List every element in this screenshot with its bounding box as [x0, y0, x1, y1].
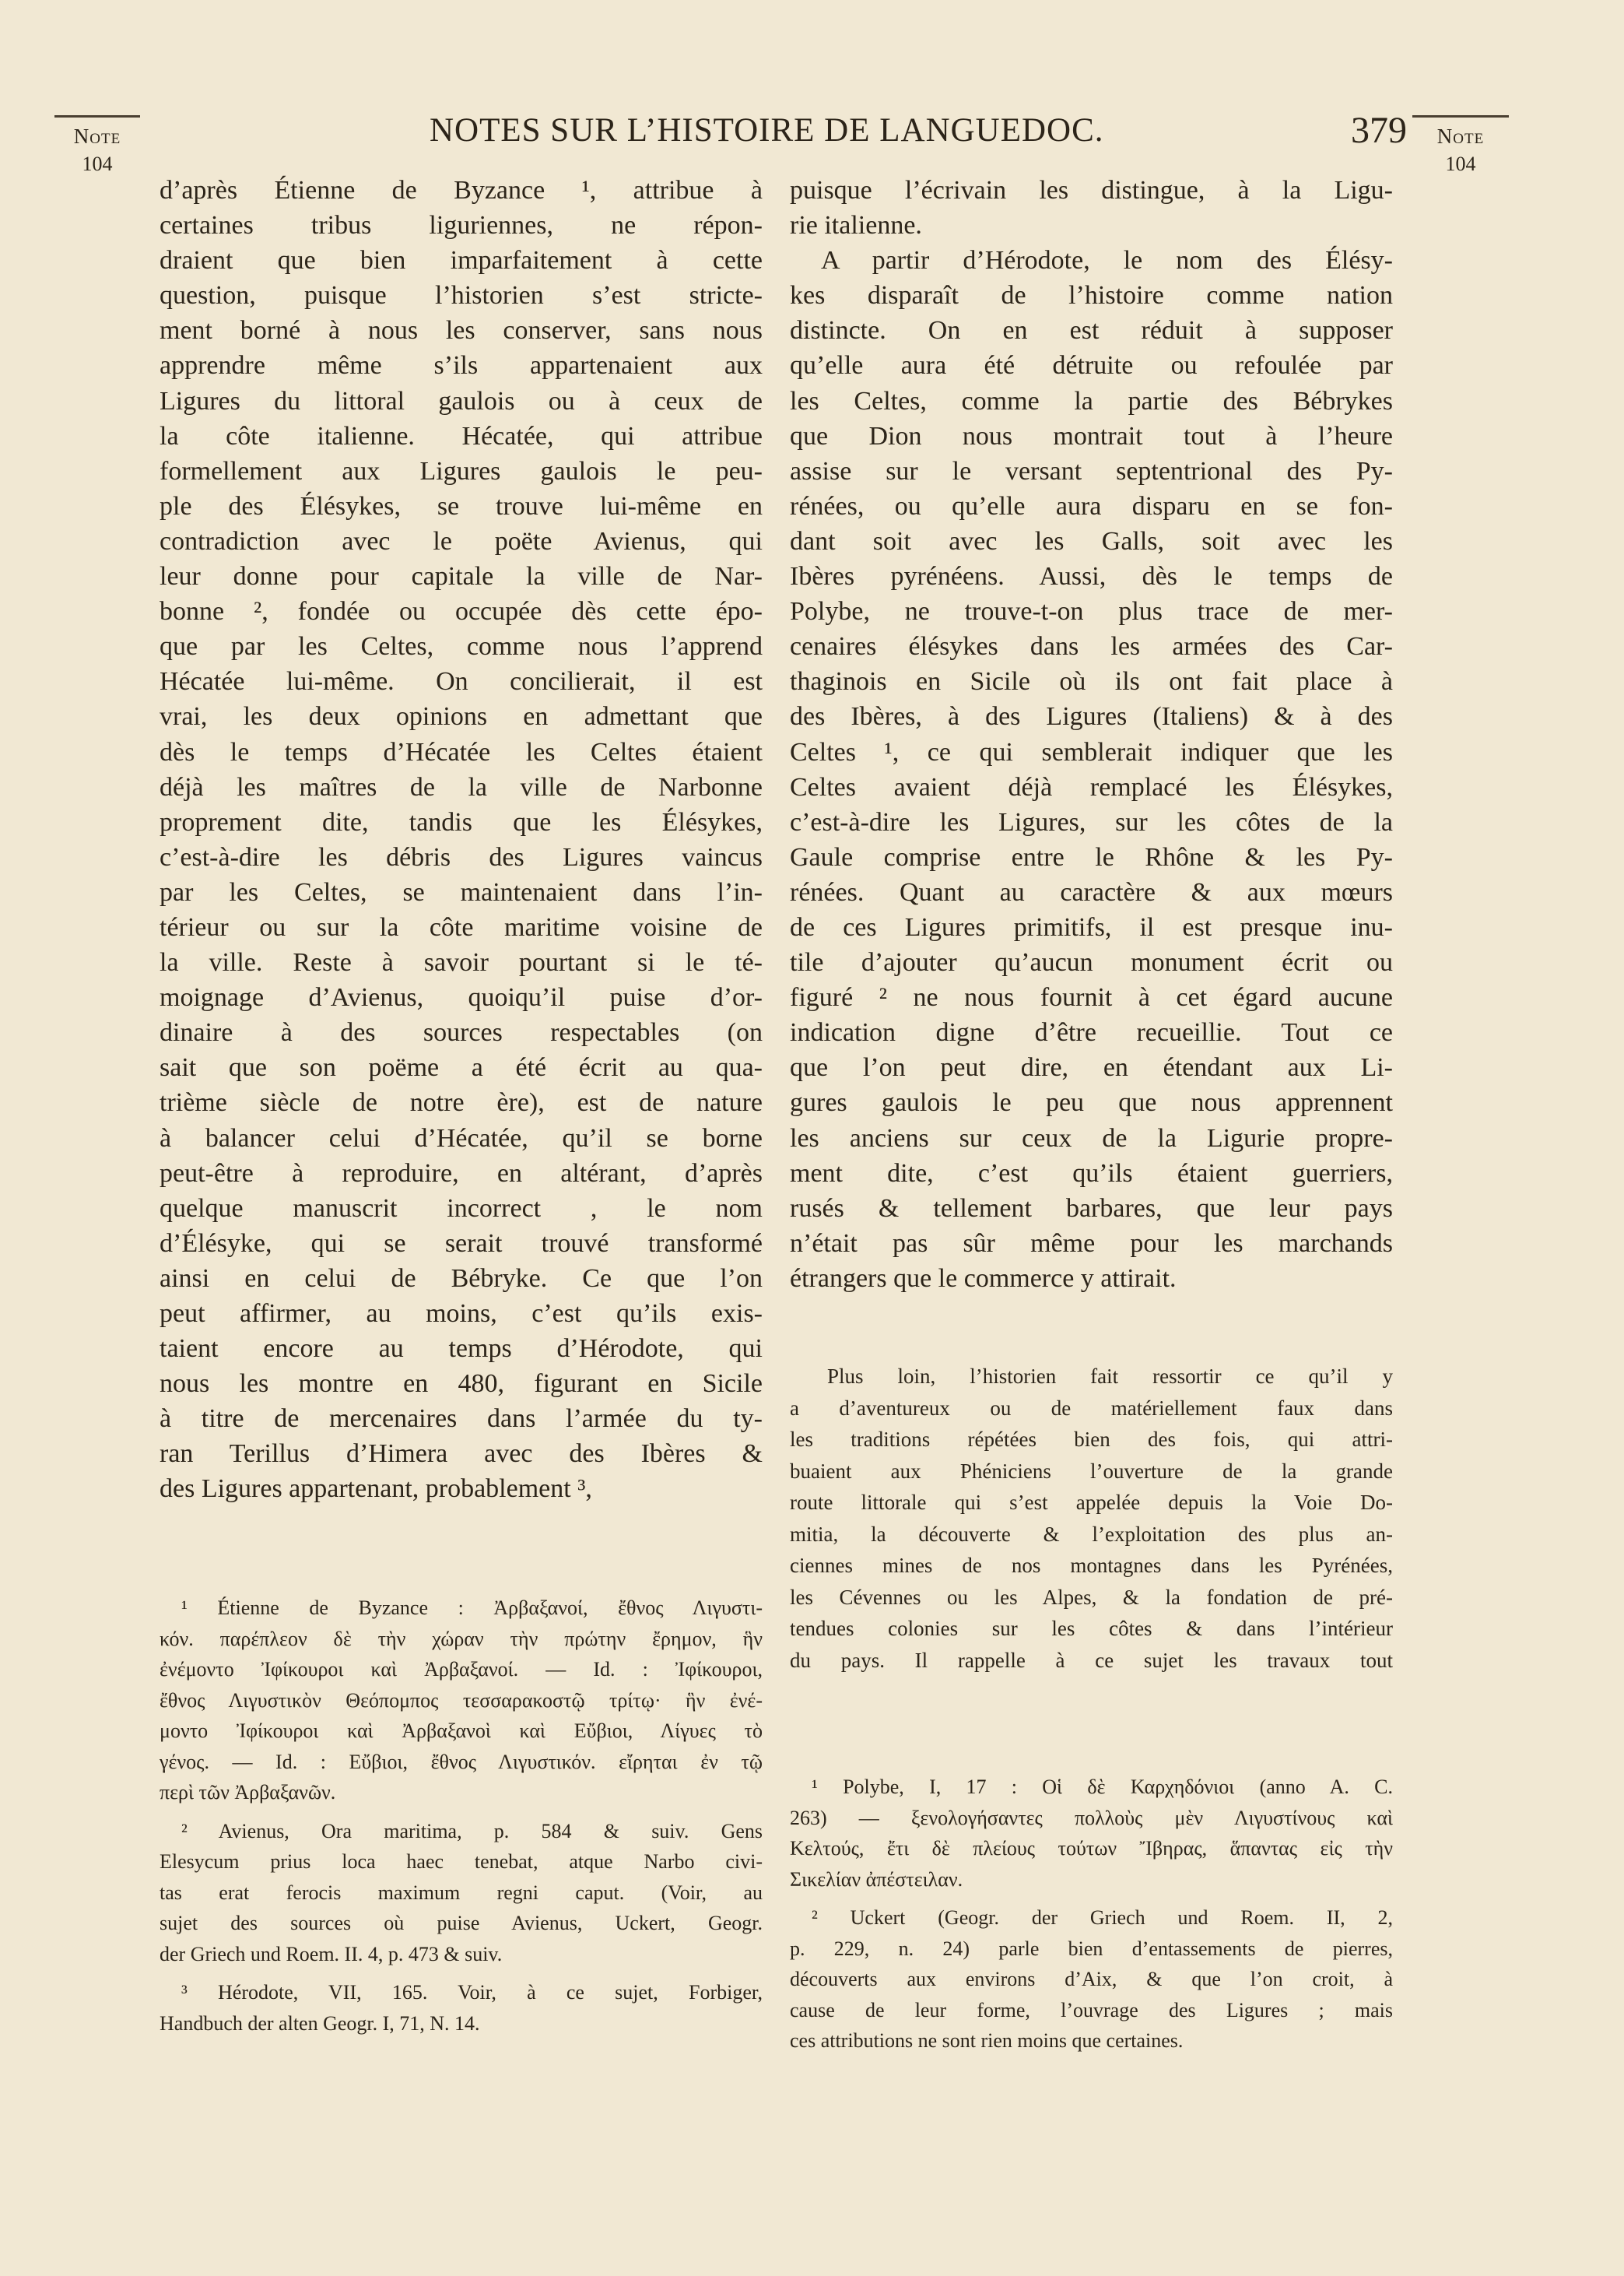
text-line: qu’elle aura été détruite ou refoulée par [790, 351, 1393, 381]
running-head: NOTES SUR L’HISTOIRE DE LANGUEDOC. [430, 112, 1104, 149]
text-line: des Ibères, à des Ligures (Italiens) & à des [790, 702, 1393, 732]
left-column [160, 173, 763, 1507]
text-line: n’était pas sûr même pour les marchands [790, 1228, 1393, 1258]
text-line: quelque manuscrit incorrect , le nom [160, 1193, 763, 1223]
footnote-line: tas erat ferocis maximum regni caput. (Voir, au [160, 1881, 763, 1904]
page-number: 379 [1351, 110, 1407, 151]
text-line: que l’on peut dire, en étendant aux Li- [790, 1053, 1393, 1083]
remark-line: tendues colonies sur les côtes & dans l’intérieur [790, 1617, 1393, 1640]
text-line: trième siècle de notre ère), est de nature [160, 1088, 763, 1118]
footnote-line: sujet des sources où puise Avienus, Uckert, Geogr. [160, 1912, 763, 1934]
footnote-line: ³ Hérodote, VII, 165. Voir, à ce sujet, Forbiger, [181, 1981, 763, 2004]
footnote-line: Elesycum prius loca haec tenebat, atque Narbo civi- [160, 1850, 763, 1873]
footnote-line: περὶ τῶν Ἀρβαξανῶν. [160, 1781, 336, 1804]
text-line: d’après Étienne de Byzance ¹, attribue à [160, 176, 763, 205]
remark-line: buaient aux Phéniciens l’ouverture de la grande [790, 1459, 1393, 1483]
text-line: peut affirmer, au moins, c’est qu’ils exis- [160, 1299, 763, 1328]
text-line: figuré ² ne nous fournit à cet égard aucune [790, 983, 1393, 1013]
text-line: Celtes avaient déjà remplacé les Élésykes, [790, 772, 1393, 802]
text-line: ment dite, c’est qu’ils étaient guerriers, [790, 1158, 1393, 1188]
footnote-line: ces attributions ne sont rien moins que certaines. [790, 2029, 1184, 2052]
margin-note-label: Note [73, 125, 121, 148]
text-line: des Ligures appartenant, probablement ³, [160, 1474, 592, 1504]
margin-note-number: 104 [1445, 153, 1476, 175]
text-line: que Dion nous montrait tout à l’heure [790, 421, 1393, 451]
footnotes-left [160, 1593, 763, 2039]
margin-note-right [1410, 115, 1511, 178]
text-line: moignage d’Avienus, quoiqu’il puise d’or- [160, 983, 763, 1013]
text-line: draient que bien imparfaitement à cette [160, 246, 763, 276]
footnote-line: κόν. παρέπλεον δὲ τὴν χώραν τὴν πρώτην ἔρημον, ἣν [160, 1627, 763, 1650]
text-line: ment borné à nous les conserver, sans nous [160, 316, 763, 346]
text-line: dant soit avec les Galls, soit avec les [790, 526, 1393, 556]
remark-line: les traditions répétées bien des fois, qui attri- [790, 1428, 1393, 1451]
footnote-line: γένος. — Id. : Εὔβιοι, ἔθνος Λιγυστικόν. εἴρηται ἐν τῷ [160, 1750, 763, 1773]
footnotes-right [790, 1772, 1393, 2056]
text-line: thaginois en Sicile où ils ont fait place à [790, 667, 1393, 697]
margin-note-left [47, 115, 148, 178]
text-line: vrai, les deux opinions en admettant que [160, 702, 763, 732]
text-line: leur donne pour capitale la ville de Nar- [160, 562, 763, 592]
margin-note-rule [1412, 115, 1509, 118]
footnote-line: ἐνέμοντο Ἰφίκουροι καὶ Ἀρβαξανοί. — Id. : Ἰφίκουροι, [160, 1658, 763, 1681]
text-line: rénées, ou qu’elle aura disparu en se fon- [790, 491, 1393, 521]
footnote-line: Σικελίαν ἀπέστειλαν. [790, 1867, 963, 1891]
text-line: ple des Élésykes, se trouve lui-même en [160, 491, 763, 521]
remark-line: route littorale qui s’est appelée depuis la Voie Do- [790, 1491, 1393, 1514]
text-line: gures gaulois le peu que nous apprennent [790, 1088, 1393, 1118]
margin-note-rule [54, 115, 140, 118]
text-line: bonne ², fondée ou occupée dès cette épo- [160, 597, 763, 627]
text-line: térieur ou sur la côte maritime voisine de [160, 912, 763, 942]
text-line: les Celtes, comme la partie des Bébrykes [790, 386, 1393, 416]
text-line: que par les Celtes, comme nous l’apprend [160, 632, 763, 662]
text-line: rusés & tellement barbares, que leur pays [790, 1193, 1393, 1223]
footnote [160, 1593, 763, 1808]
text-line: apprendre même s’ils appartenaient aux [160, 351, 763, 381]
footnote [160, 1977, 763, 2039]
text-line: peut-être à reproduire, en altérant, d’après [160, 1158, 763, 1188]
footnote-line: ¹ Polybe, I, 17 : Οἱ δὲ Καρχηδόνιοι (anno A. C. [812, 1775, 1393, 1798]
text-line: d’Élésyke, qui se serait trouvé transformé [160, 1228, 763, 1258]
text-line: A partir d’Hérodote, le nom des Élésy- [821, 246, 1393, 276]
margin-note-number: 104 [82, 153, 113, 175]
remark-line: a d’aventureux ou de matériellement faux dans [790, 1396, 1393, 1420]
text-line: sait que son poëme a été écrit au qua- [160, 1053, 763, 1083]
text-line: Gaule comprise entre le Rhône & les Py- [790, 842, 1393, 872]
text-line: Hécatée lui-même. On concilierait, il est [160, 667, 763, 697]
footnote-line: ² Uckert (Geogr. der Griech und Roem. II, 2, [812, 1906, 1393, 1929]
remark-line: ciennes mines de nos montagnes dans les Pyrénées, [790, 1554, 1393, 1577]
text-line: tile d’ajouter qu’aucun monument écrit ou [790, 948, 1393, 978]
text-line: dinaire à des sources respectables (on [160, 1018, 763, 1048]
text-line: assise sur le versant septentrional des Py- [790, 456, 1393, 486]
text-line: à titre de mercenaires dans l’armée du ty- [160, 1404, 763, 1434]
text-line: c’est-à-dire les Ligures, sur les côtes de la [790, 807, 1393, 837]
text-line: déjà les maîtres de la ville de Narbonne [160, 772, 763, 802]
text-line: dès le temps d’Hécatée les Celtes étaient [160, 737, 763, 767]
text-line: rénées. Quant au caractère & aux mœurs [790, 877, 1393, 907]
margin-note-label: Note [1436, 125, 1485, 148]
remark-block [790, 1361, 1393, 1676]
footnote-line: Handbuch der alten Geogr. I, 71, N. 14. [160, 2011, 480, 2035]
text-line: Ibères pyrénéens. Aussi, dès le temps de [790, 562, 1393, 592]
text-line: à balancer celui d’Hécatée, qu’il se borne [160, 1123, 763, 1153]
remark-line: mitia, la découverte & l’exploitation des plus an- [790, 1522, 1393, 1546]
footnote-gap [160, 1808, 763, 1816]
text-line: certaines tribus liguriennes, ne répon- [160, 211, 763, 241]
text-line: taient encore au temps d’Hérodote, qui [160, 1334, 763, 1364]
text-line: proprement dite, tandis que les Élésykes, [160, 807, 763, 837]
remark-line: les Cévennes ou les Alpes, & la fondation de pré- [790, 1585, 1393, 1609]
text-line: la ville. Reste à savoir pourtant si le té- [160, 948, 763, 978]
text-line: les anciens sur ceux de la Ligurie propre- [790, 1123, 1393, 1153]
text-line: Polybe, ne trouve-t-on plus trace de mer- [790, 597, 1393, 627]
footnote [160, 1816, 763, 1970]
text-line: c’est-à-dire les débris des Ligures vaincus [160, 842, 763, 872]
text-line: kes disparaît de l’histoire comme nation [790, 281, 1393, 311]
footnote-line: cause de leur forme, l’ouvrage des Ligures ; mais [790, 1998, 1393, 2021]
text-line: Celtes ¹, ce qui semblerait indiquer que les [790, 737, 1393, 767]
text-line: par les Celtes, se maintenaient dans l’in- [160, 877, 763, 907]
text-line: puisque l’écrivain les distingue, à la Ligu- [790, 176, 1393, 205]
footnote-line: ² Avienus, Ora maritima, p. 584 & suiv. Gens [181, 1819, 763, 1842]
footnote-line: découverts aux environs d’Aix, & que l’on croit, à [790, 1968, 1393, 1990]
text-line: ran Terillus d’Himera avec des Ibères & [160, 1439, 763, 1469]
footnote-line: 263) — ξενολογήσαντες πολλοὺς μὲν Λιγυστίνους καὶ [790, 1806, 1393, 1829]
text-line: rie italienne. [790, 211, 922, 241]
text-line: de ces Ligures primitifs, il est presque inu- [790, 912, 1393, 942]
text-line: nous les montre en 480, figurant en Sicile [160, 1369, 763, 1399]
footnote-line: p. 229, n. 24) parle bien d’entassements de pierres, [790, 1937, 1393, 1960]
footnote-line: ἔθνος Λιγυστικὸν Θεόπομπος τεσσαρακοστῷ τρίτῳ· ἣν ἐνέ- [160, 1688, 763, 1712]
text-line: formellement aux Ligures gaulois le peu- [160, 456, 763, 486]
footnote [790, 1772, 1393, 1895]
footnote-line: Κελτούς, ἔτι δὲ πλείους τούτων Ἴβηρας, ἅπαντας εἰς τὴν [790, 1837, 1393, 1860]
right-column [790, 173, 1393, 1296]
text-line: indication digne d’être recueillie. Tout ce [790, 1018, 1393, 1048]
footnote-line: ¹ Étienne de Byzance : Ἀρβαξανοί, ἔθνος Λιγυστι- [181, 1596, 763, 1619]
footnote-line: μοντο Ἰφίκουροι καὶ Ἀρβαξανοὶ καὶ Εὔβιοι, Λίγυες τὸ [160, 1719, 763, 1742]
text-line: la côte italienne. Hécatée, qui attribue [160, 421, 763, 451]
remark-line: du pays. Il rappelle à ce sujet les travaux tout [790, 1648, 1393, 1672]
footnote-gap [160, 1969, 763, 1977]
footnote [790, 1902, 1393, 2056]
text-line: étrangers que le commerce y attirait. [790, 1263, 1177, 1293]
remark-line: Plus loin, l’historien fait ressortir ce qu’il y [827, 1365, 1393, 1388]
footnote-gap [790, 1895, 1393, 1902]
text-line: cenaires élésykes dans les armées des Car- [790, 632, 1393, 662]
text-line: question, puisque l’historien s’est stricte- [160, 281, 763, 311]
text-line: Ligures du littoral gaulois ou à ceux de [160, 386, 763, 416]
text-line: contradiction avec le poëte Avienus, qui [160, 526, 763, 556]
footnote-line: der Griech und Roem. II. 4, p. 473 & suiv. [160, 1942, 503, 1965]
text-line: distincte. On en est réduit à supposer [790, 316, 1393, 346]
text-line: ainsi en celui de Bébryke. Ce que l’on [160, 1263, 763, 1293]
